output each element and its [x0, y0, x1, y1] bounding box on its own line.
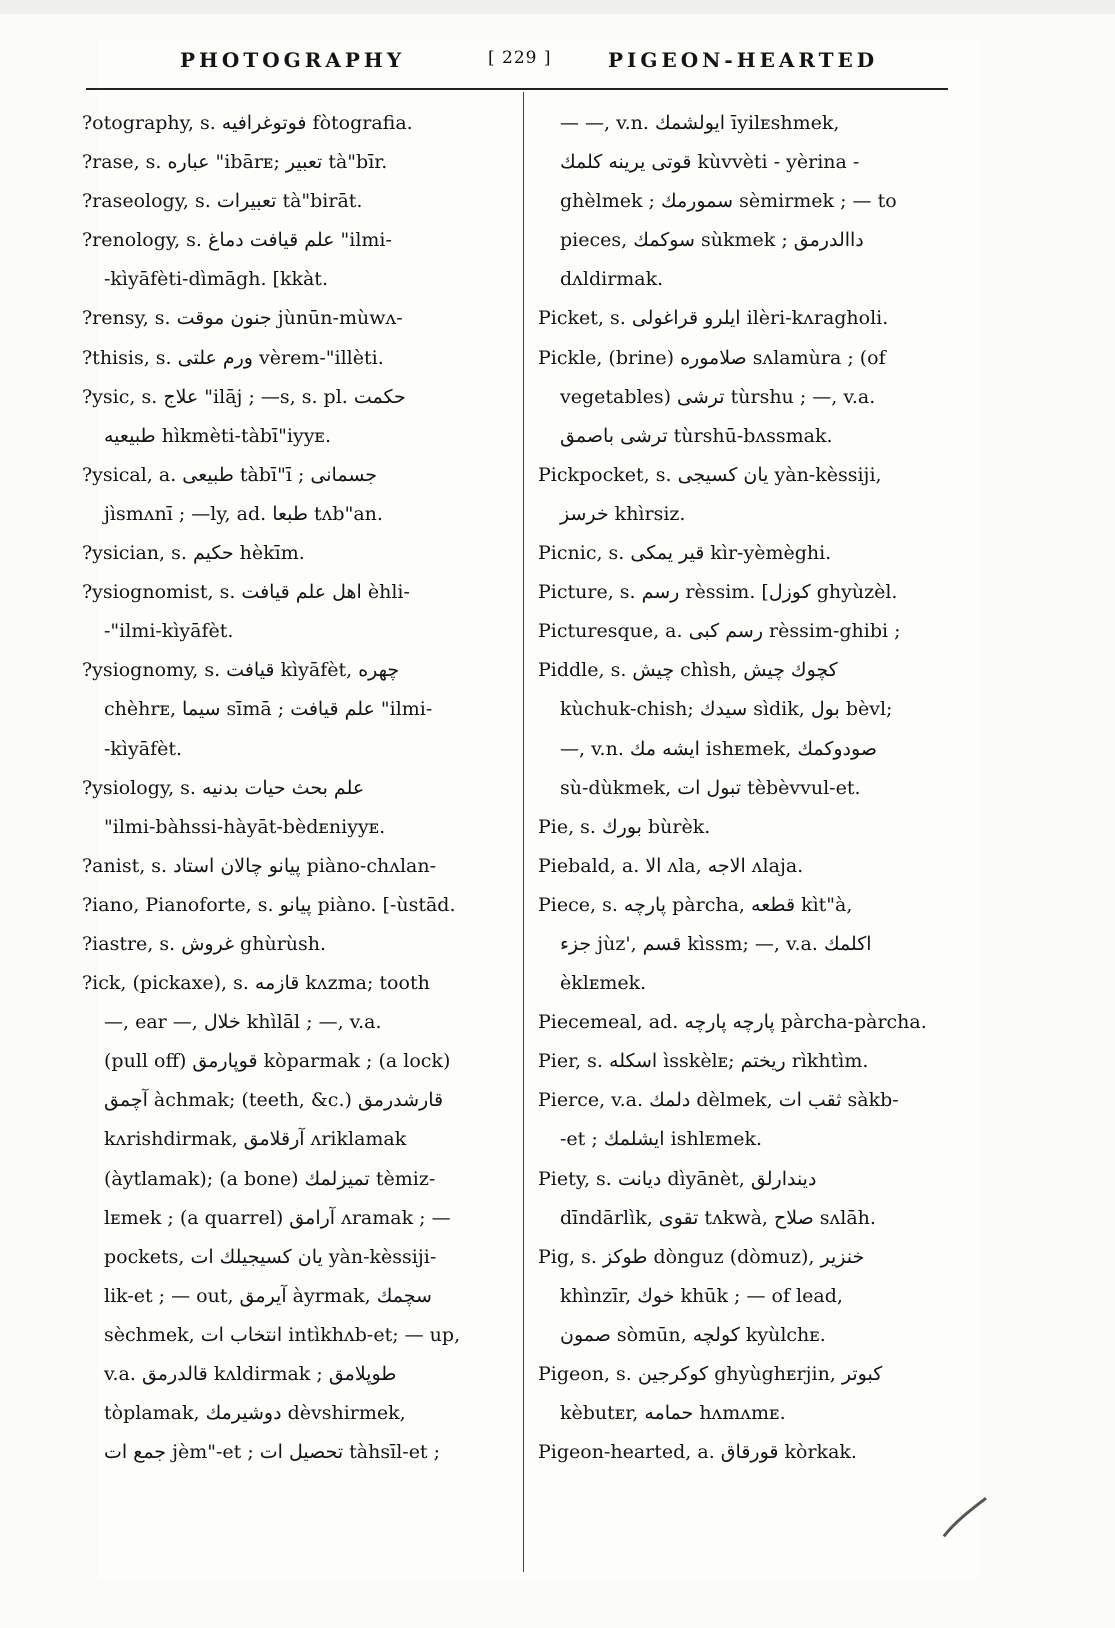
right-column [538, 104, 948, 1472]
column-divider [523, 92, 524, 1572]
entry-line: ?ick, (pickaxe), s. قازمه kᴧzma; tooth [82, 972, 430, 995]
entry-line: Piecemeal, ad. پارچه پارچه pàrcha-pàrcha. [538, 1011, 927, 1034]
entry-line: kùchuk-chish; سيدك sìdik, بول bèvl; [560, 698, 893, 721]
dictionary-page [82, 40, 980, 1580]
entry-line: dīndārlìk, تقوى tᴧkwà, صلاح sᴧlāh. [560, 1206, 876, 1229]
entry-line: èklᴇmek. [560, 972, 647, 995]
entry-line: قوتى يرينه كلمك kùvvèti - yèrina - [560, 151, 860, 174]
entry-line: ?renology, s. علم قيافت دماغ "ilmi- [82, 229, 392, 252]
entry-line: Picturesque, a. رسم كبى rèssim-ghibi ; [538, 620, 901, 643]
entry-line: ?rensy, s. جنون موقت jùnūn-mùwᴧ- [82, 307, 403, 330]
entry-line: Pigeon, s. كوكرجين ghyùghᴇrjin, كبوتر [538, 1363, 883, 1385]
entry-line: ?ysiognomist, s. اهل علم قيافت èhli- [82, 581, 410, 604]
entry-line: Picket, s. ايلرو قراغولى ilèri-kᴧragholi. [538, 307, 889, 330]
entry-line: —, ear —, خلال khìlāl ; —, v.a. [104, 1011, 382, 1034]
entry-line: جمع ات jèm"-et ; تحصيل ات tàhsīl-et ; [104, 1441, 441, 1464]
entry-line: ?ysic, s. علاج "ilāj ; —s, s. pl. حكمت [82, 385, 406, 408]
entry-line: dᴧldirmak. [560, 268, 664, 291]
page-number: [ 229 ] [488, 48, 552, 68]
entry-line: chèhrᴇ, سيما sīmā ; علم قيافت "ilmi- [104, 698, 433, 721]
entry-line: ?iastre, s. غروش ghùrùsh. [82, 932, 327, 955]
entry-line: ghèlmek ; سمورمك sèmirmek ; — to [560, 190, 897, 213]
entry-line: -kìyāfèt. [104, 737, 183, 760]
entry-line: — —, v.n. ايولشمك īyilᴇshmek, [560, 112, 840, 134]
running-header [98, 48, 980, 80]
entry-line: jìsmᴧnī ; —ly, ad. طبعا tᴧb"an. [104, 502, 383, 525]
entry-line: (àytlamak); (a bone) تميزلمك tèmiz- [104, 1167, 436, 1190]
entry-line: Picnic, s. قير يمكى kìr-yèmèghi. [538, 542, 832, 565]
entry-line: Picture, s. رسم rèssim. [كوزل ghyùzèl. [538, 581, 898, 604]
entry-line: ?iano, Pianoforte, s. پيانو piàno. [-ùstād. [82, 893, 456, 916]
entry-line: صمون sòmūn, كولچه kyùlchᴇ. [560, 1323, 826, 1346]
entry-line: جزء jùz', قسم kìssm; —, v.a. اكلمك [560, 932, 872, 955]
entry-line: Piddle, s. چيش chìsh, كچوك چيش [538, 659, 838, 682]
entry-line: v.a. قالدرمق kᴧldirmak ; طوپلامق [104, 1363, 397, 1385]
scan-border [0, 0, 1115, 14]
entry-line: Pierce, v.a. دلمك dèlmek, ثقب ات sàkb- [538, 1089, 899, 1112]
entry-line: —, v.n. ايشه مك ishᴇmek, صودوكمك [560, 737, 877, 760]
entry-line: Piebald, a. الا ᴧla, الاجه ᴧlaja. [538, 854, 804, 877]
entry-line: lik-et ; — out, آيرمق àyrmak, سچمك [104, 1284, 432, 1307]
entry-line: -"ilmi-kìyāfèt. [104, 620, 234, 643]
entry-line: Pier, s. اسكله ìsskèlᴇ; ريختم rìkhtìm. [538, 1050, 869, 1073]
entry-line: -kìyāfèti-dìmāgh. [kkàt. [104, 268, 328, 291]
entry-line: خرسز khìrsiz. [560, 502, 686, 525]
entry-line: khìnzīr, خوك khūk ; — of lead, [560, 1284, 843, 1307]
header-rule [86, 88, 948, 90]
entry-line: -et ; ايشلمك ishlᴇmek. [560, 1128, 763, 1151]
entry-line: tòplamak, دوشيرمك dèvshirmek, [104, 1402, 406, 1425]
entry-line: طبيعيه hìkmèti-tàbī"iyyᴇ. [104, 424, 331, 447]
entry-line: vegetables) ترشى tùrshu ; —, v.a. [560, 385, 876, 408]
entry-line: sù-dùkmek, تبول ات tèbèvvul-et. [560, 776, 861, 799]
entry-line: pieces, سوكمك sùkmek ; داالدرمق [560, 229, 864, 252]
entry-line: Pickle, (brine) صلاموره sᴧlamùra ; (of [538, 346, 886, 369]
entry-line: sèchmek, انتخاب ات intìkhᴧb-et; — up, [104, 1323, 461, 1346]
entry-line: ?ysiology, s. علم بحث حيات بدنيه [82, 776, 365, 799]
entry-line: kèbutᴇr, حمامه hᴧmᴧmᴇ. [560, 1402, 786, 1425]
entry-line: ?thisis, s. ورم علتى vèrem-"illèti. [82, 346, 384, 369]
entry-line: ?ysician, s. حكيم hèkīm. [82, 542, 305, 565]
entry-line: ترشى باصمق tùrshū-bᴧssmak. [560, 424, 833, 447]
entry-line: ?rase, s. عباره "ibārᴇ; تعبير tà"bīr. [82, 151, 388, 174]
entry-line: (pull off) قوپارمق kòparmak ; (a lock) [104, 1050, 451, 1073]
entry-line: Piece, s. پارچه pàrcha, قطعه kìt"à, [538, 893, 853, 916]
entry-line: ?raseology, s. تعبيرات tà"birāt. [82, 190, 363, 213]
entry-line: pockets, يان كسيجيلك ات yàn-kèssiji- [104, 1245, 437, 1268]
entry-line: آچمق àchmak; (teeth, &c.) قارشدرمق [104, 1089, 444, 1112]
entry-line: Pigeon-hearted, a. قورقاق kòrkak. [538, 1441, 857, 1464]
entry-line: ?anist, s. پيانو چالان استاد piàno-chᴧlan- [82, 854, 436, 877]
header-left-word: PHOTOGRAPHY [180, 48, 406, 72]
entry-line: ?ysiognomy, s. قيافت kìyāfèt, چهره [82, 659, 400, 682]
entry-line: Pie, s. بورك bùrèk. [538, 815, 711, 838]
entry-line: Piety, s. ديانت dìyānèt, ديندارلق [538, 1167, 817, 1190]
pencil-mark [936, 1495, 996, 1542]
entry-line: ?otography, s. فوتوغرافيه fòtografia. [82, 112, 413, 134]
entry-line: ?ysical, a. طبيعى tàbī"ī ; جسمانى [82, 463, 378, 486]
entry-line: lᴇmek ; (a quarrel) آرامق ᴧramak ; — [104, 1206, 451, 1229]
entry-line: "ilmi-bàhssi-hàyāt-bèdᴇniyyᴇ. [104, 815, 386, 838]
entry-line: Pig, s. طوكز dònguz (dòmuz), خنزير [538, 1245, 865, 1268]
left-column [82, 104, 492, 1472]
entry-line: kᴧrishdirmak, آرقلامق ᴧriklamak [104, 1128, 407, 1151]
entry-line: Pickpocket, s. يان كسيجى yàn-kèssiji, [538, 463, 882, 486]
header-right-word: PIGEON-HEARTED [608, 48, 879, 72]
